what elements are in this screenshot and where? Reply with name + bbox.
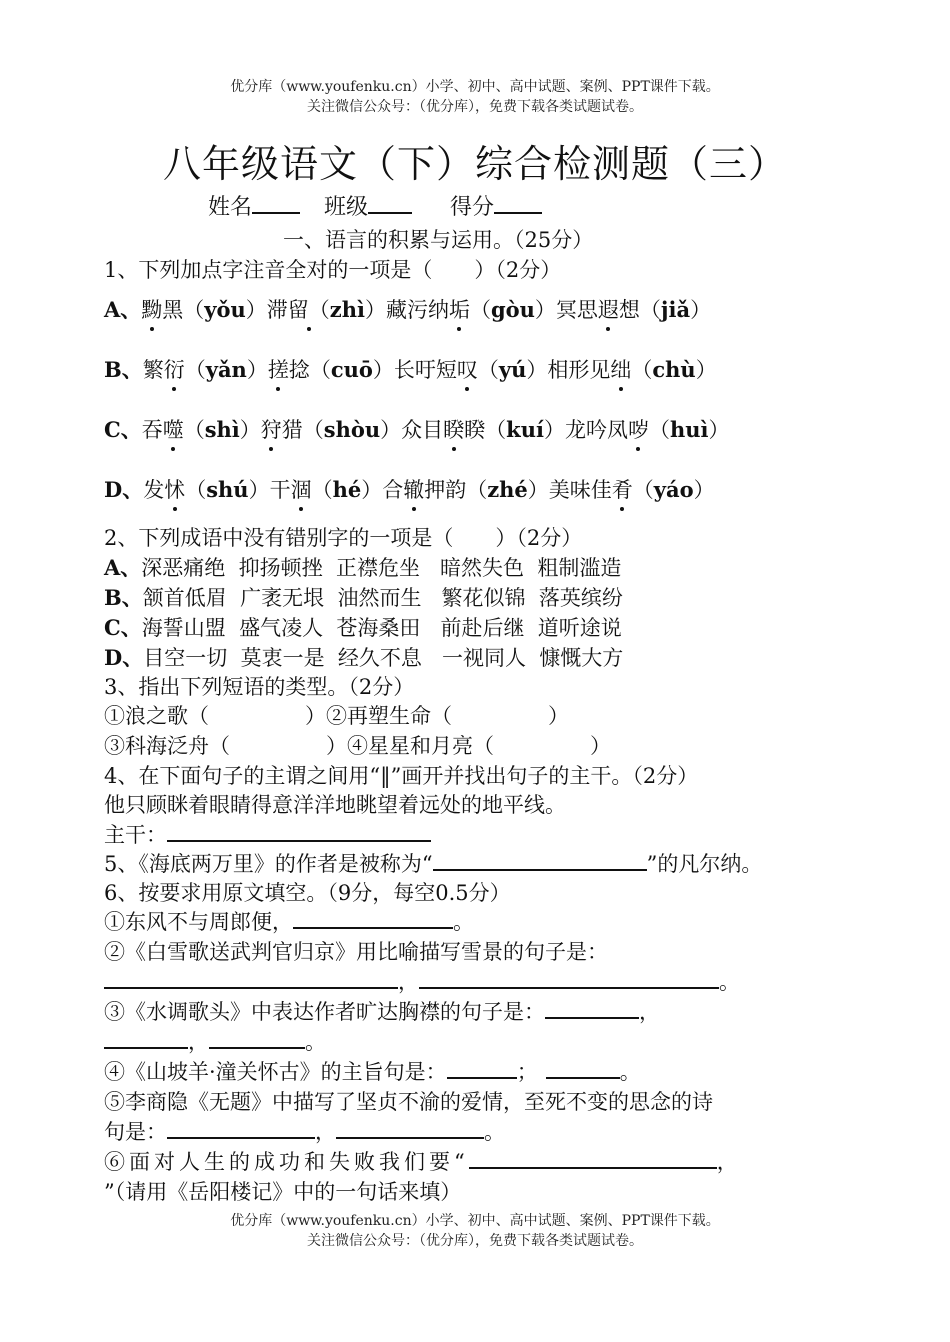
- q6-item-6: ⑥面对人生的成功和失败我们要“ ，: [104, 1150, 742, 1174]
- q4-stem: 4、在下面句子的主谓之间用“‖”画开并找出句子的主干。（2分）: [104, 764, 699, 788]
- q3-row-1: ①浪之歌（ ）②再塑生命（ ）: [104, 704, 569, 728]
- page-title: 八年级语文（下）综合检测题（三）: [162, 142, 787, 186]
- header-line-2: 关注微信公众号：（优分库），免费下载各类试题试卷。: [307, 99, 643, 115]
- q3-stem: 3、指出下列短语的类型。（2分）: [104, 675, 415, 699]
- score-field[interactable]: [494, 194, 542, 214]
- q4-sentence: 他只顾眯着眼睛得意洋洋地眺望着远处的地平线。: [104, 793, 566, 817]
- q6-item-4: ④《山坡羊·潼关怀古》的主旨句是： ； 。: [104, 1060, 641, 1084]
- q6-blank-9[interactable]: [167, 1119, 315, 1139]
- student-info: [208, 194, 542, 222]
- name-label: 姓名: [208, 195, 253, 220]
- q6-blank-2[interactable]: [104, 969, 398, 989]
- q6-blank-11[interactable]: [469, 1149, 717, 1169]
- q6-blank-7[interactable]: [447, 1059, 517, 1079]
- q6-blank-5[interactable]: [104, 1029, 188, 1049]
- footer-line-2: 关注微信公众号：（优分库），免费下载各类试题试卷。: [307, 1233, 643, 1249]
- q3-row-2: ③科海泛舟（ ）④星星和月亮（ ）: [104, 734, 611, 758]
- q1-option-c[interactable]: C、吞噬（shì）狩猎（shòu）众目睽睽（kuí）龙吟凤哕（huì）: [104, 417, 730, 442]
- q6-blank-6[interactable]: [209, 1029, 305, 1049]
- q2-stem: 2、下列成语中没有错别字的一项是（ ）（2分）: [104, 526, 583, 550]
- q6-item-3-cont: ， 。: [104, 1028, 326, 1056]
- q1-stem: 1、下列加点字注音全对的一项是（ ）（2分）: [104, 258, 562, 282]
- q2-option-a[interactable]: A、深恶痛绝 抑扬顿挫 正襟危坐 暗然失色 粗制滥造: [104, 555, 622, 580]
- q6-blank-8[interactable]: [546, 1059, 620, 1079]
- q6-blank-1[interactable]: [293, 909, 453, 929]
- name-field[interactable]: [252, 194, 300, 214]
- section-heading: 一、语言的积累与运用。（25分）: [283, 228, 594, 252]
- q6-item-6-cont: ”（请用《岳阳楼记》中的一句话来填）: [104, 1180, 462, 1204]
- q5-answer-field[interactable]: [433, 851, 647, 871]
- q5: 5、《海底两万里》的作者是被称为“ ”的凡尔纳。: [104, 852, 763, 876]
- q6-item-2-blanks: ， 。: [104, 968, 740, 996]
- header-line-1: 优分库（www.youfenku.cn）小学、初中、高中试题、案例、PPT课件下载。: [230, 79, 720, 95]
- q6-blank-4[interactable]: [545, 999, 639, 1019]
- q2-option-d[interactable]: D、目空一切 莫衷一是 经久不息 一视同人 慷慨大方: [104, 645, 624, 670]
- q4-answer-field[interactable]: [167, 822, 431, 842]
- q1-option-a[interactable]: A、黝黑（yǒu）滞留（zhì）藏污纳垢（gòu）冥思遐想（jiǎ）: [104, 297, 712, 322]
- q6-item-2: ②《白雪歌送武判官归京》用比喻描写雪景的句子是：: [104, 940, 608, 964]
- q2-option-c[interactable]: C、海誓山盟 盛气凌人 苍海桑田 前赴后继 道听途说: [104, 615, 622, 640]
- q6-stem: 6、按要求用原文填空。（9分，每空0.5分）: [104, 881, 511, 905]
- class-label: 班级: [324, 195, 369, 220]
- q6-blank-3[interactable]: [419, 969, 719, 989]
- q2-option-b[interactable]: B、颔首低眉 广袤无垠 油然而生 繁花似锦 落英缤纷: [104, 585, 623, 610]
- q6-item-5: ⑤李商隐《无题》中描写了坚贞不渝的爱情，至死不变的思念的诗: [104, 1090, 713, 1114]
- q1-option-d[interactable]: D、发怵（shú）干涸（hé）合辙押韵（zhé）美味佳肴（yáo）: [104, 477, 715, 502]
- class-field[interactable]: [368, 194, 412, 214]
- footer-line-1: 优分库（www.youfenku.cn）小学、初中、高中试题、案例、PPT课件下载。: [230, 1213, 720, 1229]
- score-label: 得分: [450, 195, 495, 220]
- q6-item-1: ①东风不与周郎便， 。: [104, 910, 474, 934]
- q4-answer-row: 主干：: [104, 821, 431, 849]
- q6-item-5-cont: 句是： ， 。: [104, 1120, 505, 1144]
- q6-item-3: ③《水调歌头》中表达作者旷达胸襟的句子是： ，: [104, 1000, 660, 1024]
- q6-blank-10[interactable]: [336, 1119, 484, 1139]
- q1-option-b[interactable]: B、繁衍（yǎn）搓捻（cuō）长吁短叹（yú）相形见绌（chù）: [104, 357, 717, 382]
